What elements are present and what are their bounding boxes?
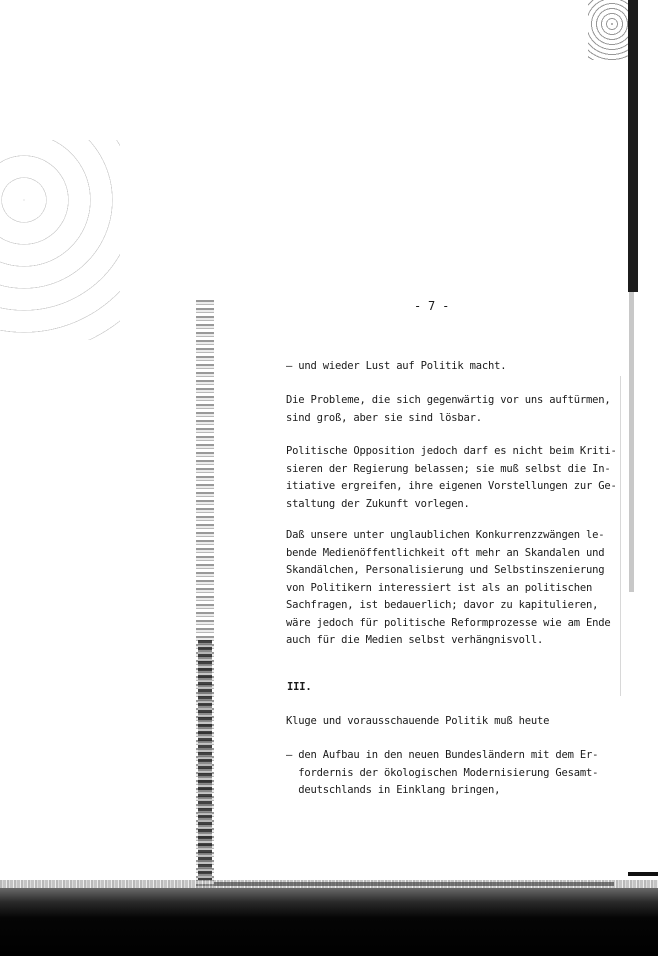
page-left-edge-dark [198,640,212,880]
scan-binding-shadow-lower [629,292,634,592]
paragraph-opposition: Politische Opposition jedoch darf es nicht beim Kriti- sieren der Regierung belassen; sie muß selbst die In- itiative ergreifen, ihre eigenen Vorstellungen zur Ge- staltung der Zukunft vorlegen. [286,445,617,510]
section-heading: III. [287,681,312,693]
paragraph-medien: Daß unsere unter unglaublichen Konkurrenzzwängen le- bende Medienöffentlichkeit oft mehr an Skandalen und Skandälchen, Personalisierung und Selbstinszenierung von Politikern interessiert ist als an politischen Sachfragen, ist bedauerlich; davor zu kapitulieren, wäre jedoch für politische Reformprozesse wie am Ende auch für die Medien selbst verhängnisvoll. [286,529,611,646]
paragraph-probleme: Die Probleme, die sich gegenwärtig vor uns auftürmen, sind groß, aber sie sind lösbar. [286,394,611,424]
list-item: – den Aufbau in den neuen Bundesländern mit dem Er- fordernis der ökologischen Modernisierung Gesamt- deutschlands in Einklang bringen, [286,749,599,796]
scan-margin-line [620,376,621,696]
scan-right-bracket [628,872,658,876]
page-number: - 7 - [414,299,450,313]
scan-speckles [0,140,120,340]
page-bottom-edge [214,882,614,886]
scan-binding-shadow [628,0,638,292]
scan-corner-noise [588,0,628,60]
scan-bottom-shadow [0,888,658,956]
section-intro-line: Kluge und vorausschauende Politik muß heute [286,715,550,727]
continued-line: – und wieder Lust auf Politik macht. [286,360,507,372]
